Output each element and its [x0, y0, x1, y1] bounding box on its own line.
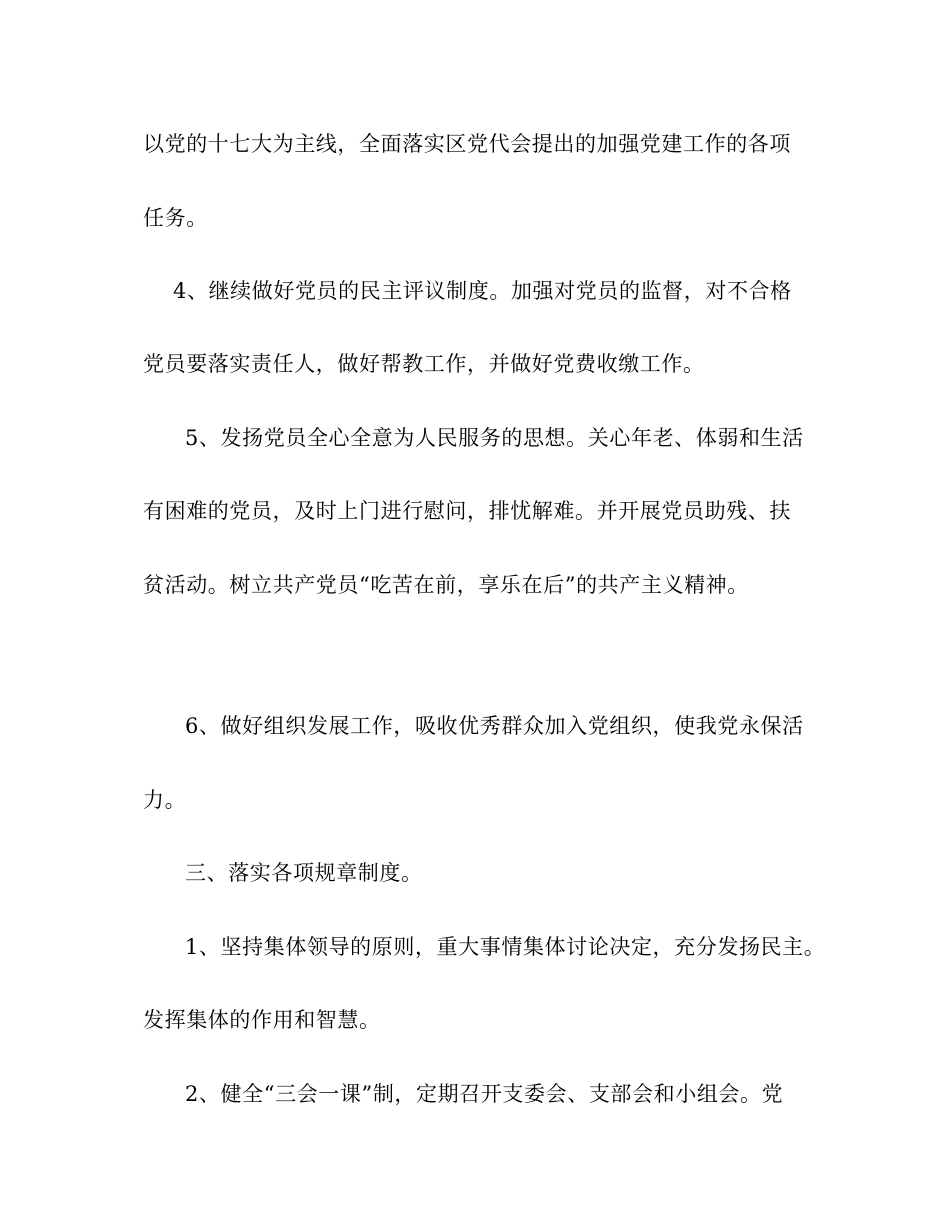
paragraph-5: 5、发扬党员全心全意为人民服务的思想。关心年老、体弱和生活 [185, 426, 804, 450]
text-line: 贫活动。树立共产党员“吃苦在前，享乐在后”的共产主义精神。 [143, 573, 749, 597]
text-line: 任务。 [143, 206, 208, 230]
text-line: 力。 [143, 788, 187, 812]
paragraph-3-1: 1、坚持集体领导的原则，重大事情集体讨论决定，充分发扬民主。 [185, 935, 826, 959]
text-line: 发挥集体的作用和智慧。 [143, 1008, 381, 1032]
section-heading-3: 三、落实各项规章制度。 [185, 861, 423, 885]
paragraph-6: 6、做好组织发展工作，吸收优秀群众加入党组织，使我党永保活 [185, 714, 804, 738]
text-line: 以党的十七大为主线，全面落实区党代会提出的加强党建工作的各项 [143, 132, 791, 156]
paragraph-3-2: 2、健全“三会一课”制，定期召开支委会、支部会和小组会。党 [185, 1082, 784, 1106]
text-line: 党员要落实责任人，做好帮教工作，并做好党费收缴工作。 [143, 352, 705, 376]
paragraph-4: 4、继续做好党员的民主评议制度。加强对党员的监督，对不合格 [173, 279, 792, 303]
text-line: 有困难的党员，及时上门进行慰问，排忧解难。并开展党员助残、扶 [143, 499, 791, 523]
